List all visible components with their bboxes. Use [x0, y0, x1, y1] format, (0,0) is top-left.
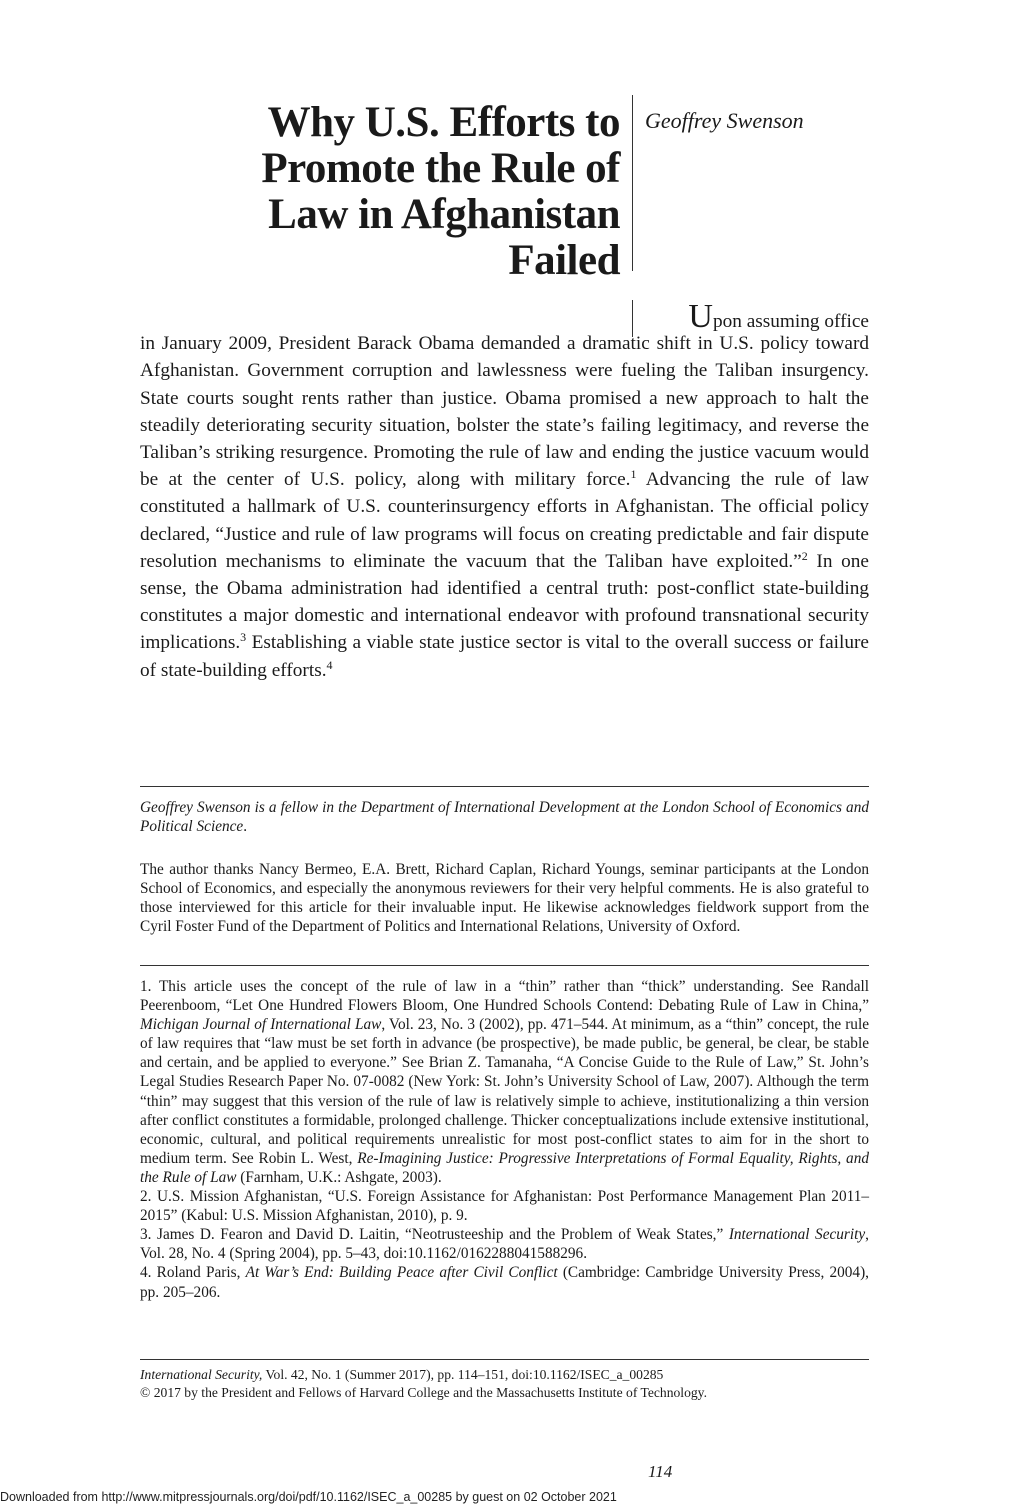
text-segment: Establishing a viable state justice sector is vital to the overall success or failure of state-building efforts. — [140, 632, 869, 681]
text-segment: 4. Roland Paris, — [140, 1264, 246, 1282]
footnote — [140, 1263, 869, 1301]
copyright: © 2017 by the President and Fellows of Harvard College and the Massachusetts Institute of Technology. — [140, 1385, 707, 1400]
author-name: Geoffrey Swenson — [645, 108, 804, 133]
body-text — [140, 298, 869, 684]
journal-name: International Security, — [140, 1367, 263, 1382]
divider — [140, 786, 869, 787]
body-paragraph — [140, 333, 869, 680]
footnote — [140, 977, 869, 1187]
text-segment: Michigan Journal of International Law — [140, 1016, 382, 1034]
text-segment: in January 2009, President Barack Obama demanded a dramatic shift in U.S. policy toward Afghanistan. Government corruption and lawlessness were fueling the Taliban insurgency. State courts sought rents rather than justice. Obama promised a new approach to halt the steadily deteriorating security situation, bolster the state’s failing legitimacy, and reverse the Taliban’s striking resurgence. Promoting the rule of law and ending the justice vacuum would be at the center of U.S. policy, along with military force. — [140, 333, 869, 491]
text-segment: 3. James D. Fearon and David D. Laitin, “Neotrusteeship and the Problem of Weak States,” — [140, 1226, 729, 1244]
bio-text: Geoffrey Swenson is a fellow in the Department of International Development at the London School of Economics and Political Science — [140, 799, 869, 835]
title-line: Failed — [508, 237, 620, 284]
vertical-divider — [632, 95, 633, 271]
first-line-text: pon assuming office — [712, 311, 869, 332]
divider — [140, 965, 869, 966]
footnote-ref: 2 — [801, 548, 808, 563]
footnote — [140, 1225, 869, 1263]
text-segment: (Farnham, U.K.: Ashgate, 2003). — [236, 1168, 442, 1186]
text-segment: International Security — [728, 1226, 866, 1244]
footnote — [140, 1187, 869, 1225]
citation — [140, 1366, 869, 1402]
text-segment: At War’s End: Building Peace after Civil Conflict — [245, 1264, 558, 1282]
acknowledgments: The author thanks Nancy Bermeo, E.A. Brett, Richard Caplan, Richard Youngs, seminar participants at the London School of Economics, and especially the anonymous reviewers for their very helpful comments. He is also grateful to those interviewed for this article for their invaluable input. He likewise acknowledges fieldwork support from the Cyril Foster Fund of the Department of Politics and International Relations, University of Oxford. — [140, 861, 869, 935]
text-segment: Advancing the rule of law constituted a hallmark of U.S. counterinsurgency efforts in Afghanistan. The official policy declared, “Justice and rule of law programs will focus on creating predictable and fair dispute resolution mechanisms to eliminate the vacuum that the Taliban have exploited.” — [140, 469, 869, 572]
footnote-ref: 3 — [240, 630, 247, 645]
divider — [140, 1359, 869, 1360]
citation-details: Vol. 42, No. 1 (Summer 2017), pp. 114–151, doi:10.1162/ISEC_a_00285 — [262, 1367, 664, 1382]
footnote-ref: 1 — [630, 467, 637, 482]
text-segment: , Vol. 28, No. 4 (Spring 2004), pp. 5–43, doi:10.1162/0162288041588296. — [140, 1226, 869, 1263]
title-line: Law in Afghanistan — [268, 191, 620, 238]
text-segment: , Vol. 23, No. 3 (2002), pp. 471–544. At minimum, as a “thin” concept, the rule of law requires that “law must be set forth in advance (be prospective), be made public, be general, be clear, be stable and certain, and be applied to everyone.” See Brian Z. Tamanaha, “A Concise Guide to the Rule of Law,” St. John’s Legal Studies Research Paper No. 07-0082 (New York: St. John’s University School of Law, 2007). Although the term “thin” may suggest that this version of the rule of law is relatively simple to achieve, institutionalizing a thin version after conflict constitutes a formidable, prolonged challenge. Thicker conceptualizations include extensive institutional, economic, cultural, and political requirements unrealistic for most post-conflict states to aim for in the short to medium term. See Robin L. West, — [140, 1016, 869, 1167]
text-segment: (Cambridge: Cambridge University Press, 2004), pp. 205–206. — [140, 1264, 869, 1301]
text-segment: 1. This article uses the concept of the rule of law in a “thin” rather than “thick” understanding. See Randall Peerenboom, “Let One Hundred Flowers Bloom, One Hundred Schools Contend: Debating Rule of Law in China,” — [140, 978, 869, 1015]
bio-end: . — [243, 818, 248, 835]
text-segment: In one sense, the Obama administration had identified a central truth: post-conflict state-building constitutes a major domestic and international endeavor with profound transnational security implications. — [140, 550, 869, 654]
text-segment: 2. U.S. Mission Afghanistan, “U.S. Foreign Assistance for Afghanistan: Post Performance Management Plan 2011–2015” (Kabul: U.S. Mission Afghanistan, 2010), p. 9. — [140, 1188, 869, 1225]
page-number: 114 — [648, 1462, 673, 1481]
text-segment: Re-Imagining Justice: Progressive Interpretations of Formal Equality, Rights, and the Rule of Law — [140, 1149, 869, 1186]
download-notice: Downloaded from http://www.mitpressjournals.org/doi/pdf/10.1162/ISEC_a_00285 by guest on 02 October 2021 — [0, 1490, 617, 1504]
first-line — [140, 298, 869, 335]
title-line: Promote the Rule of — [261, 145, 620, 192]
footnote-ref: 4 — [326, 657, 333, 672]
footnotes — [140, 977, 869, 1302]
drop-cap: U — [688, 298, 713, 335]
article-title — [160, 100, 620, 284]
author-bio — [140, 798, 869, 836]
title-line: Why U.S. Efforts to — [267, 99, 620, 146]
